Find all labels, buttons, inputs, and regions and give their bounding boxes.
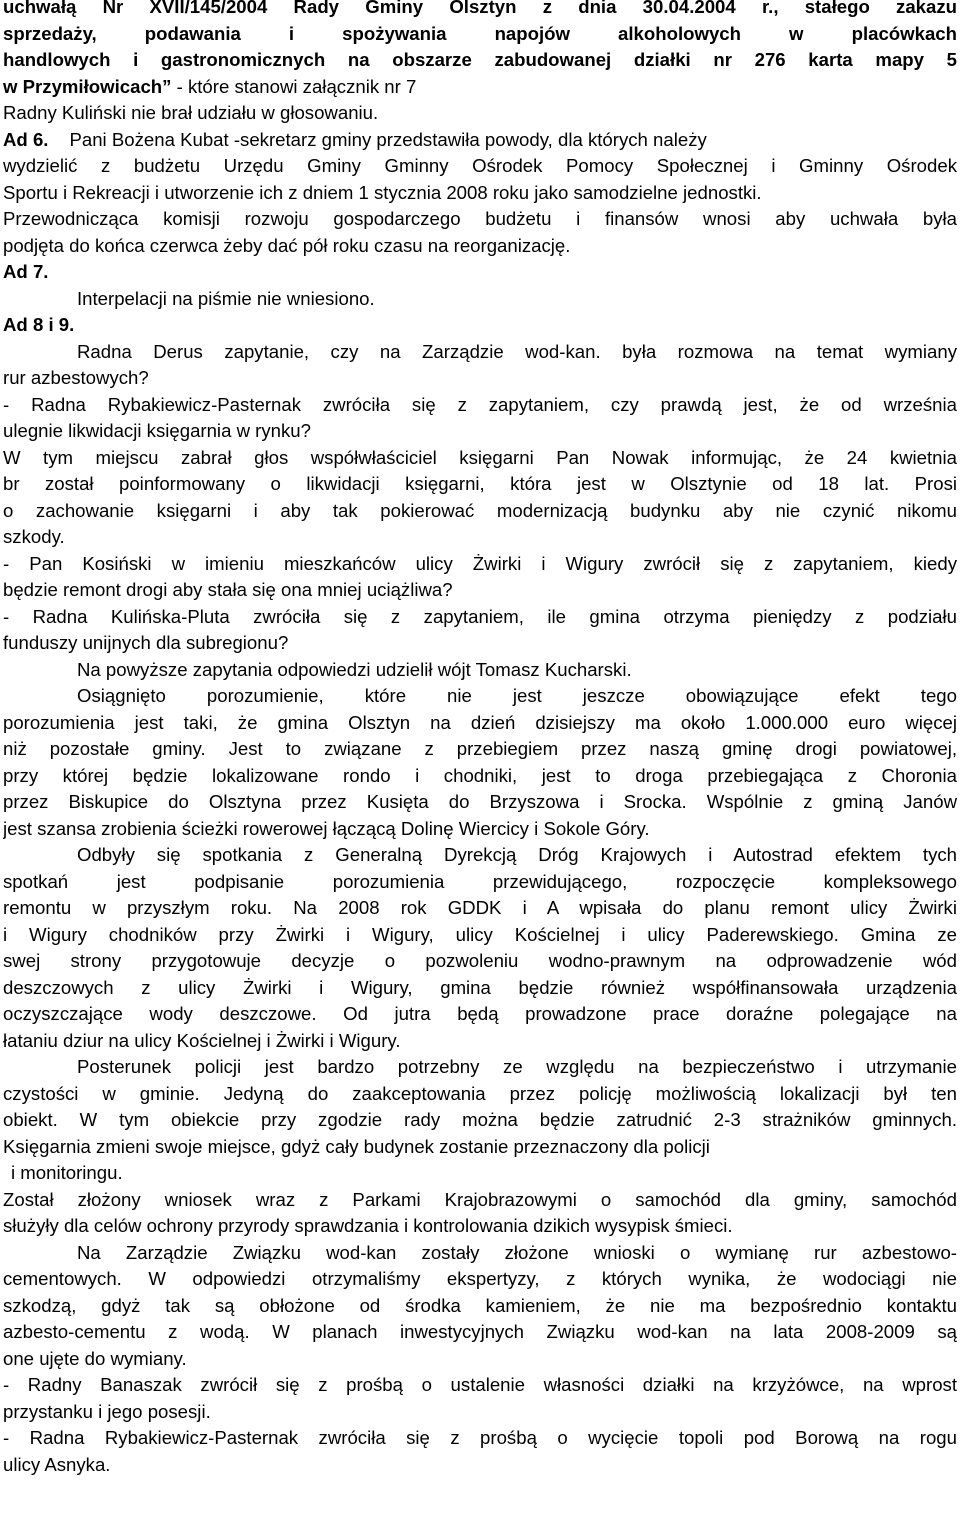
text-line: Interpelacji na piśmie nie wniesiono.: [77, 287, 375, 309]
text-line: azbesto-cementu z wodą. W planach inwestycyjnych Związku wod-kan na lata 2008-2009 są: [3, 1321, 957, 1342]
text-line: - Radna Rybakiewicz-Pasternak zwróciła się z prośbą o wycięcie topoli pod Borową na rogu: [3, 1427, 957, 1448]
text-line: porozumienia jest taki, że gmina Olsztyn na dzień dzisiejszy ma około 1.000.000 euro więcej: [3, 711, 957, 733]
text-line: br został poinformowany o likwidacji księgarni, która jest w Olsztynie od 18 lat. Prosi: [3, 473, 957, 494]
text-line: przystanku i jego posesji.: [3, 1400, 211, 1422]
text-line: Został złożony wniosek wraz z Parkami Krajobrazowymi o samochód dla gminy, samochód: [3, 1188, 957, 1210]
text-line: Księgarnia zmieni swoje miejsce, gdyż cały budynek zostanie przeznaczony dla policji: [3, 1135, 710, 1157]
text-line: Osiągnięto porozumienie, które nie jest jeszcze obowiązujące efekt tego: [77, 685, 957, 706]
section-heading-ad-7: Ad 7.: [3, 261, 49, 282]
text-line: swej strony przygotowuje decyzje o pozwoleniu wodno-prawnym na odprowadzenie wód: [3, 950, 957, 971]
text-line: wydzielić z budżetu Urzędu Gminy Gminny Ośrodek Pomocy Społecznej i Gminny Ośrodek: [3, 155, 957, 176]
text-line: Na Zarządzie Związku wod-kan zostały złożone wnioski o wymianę rur azbestowo-: [77, 1241, 957, 1263]
text-line: służyły dla celów ochrony przyrody sprawdzania i kontrolowania dzikich wysypisk śmieci.: [3, 1215, 733, 1236]
bold-text: w Przymiłowicach”: [3, 75, 172, 97]
text-line: niż pozostałe gminy. Jest to związane z przebiegiem przez naszą gminę drogi powiatowej,: [3, 738, 957, 759]
text-line: Posterunek policji jest bardzo potrzebny ze względu na bezpieczeństwo i utrzymanie: [77, 1056, 957, 1077]
text-line: [3, 74, 957, 101]
text-line: sprzedaży, podawania i spożywania napojów alkoholowych w placówkach: [3, 22, 957, 44]
text-line: W tym miejscu zabrał głos współwłaściciel księgarni Pan Nowak informując, że 24 kwietnia: [3, 446, 957, 468]
text-line: uchwałą Nr XVII/145/2004 Rady Gminy Olsztyn z dnia 30.04.2004 r., stałego zakazu: [3, 0, 957, 17]
text-line: remontu w przyszłym roku. Na 2008 rok GDDK i A wpisała do planu remont ulicy Żwirki: [3, 897, 957, 918]
text-line: o zachowanie księgarni i aby tak pokierować modernizacją budynku aby nie czynić nikomu: [3, 499, 957, 521]
text-line: one ujęte do wymiany.: [3, 1347, 187, 1369]
text-line: oczyszczające wody deszczowe. Od jutra będą prowadzone prace doraźne polegające na: [3, 1003, 957, 1024]
text-line: deszczowych z ulicy Żwirki i Wigury, gmina będzie również współfinansowała urządzenia: [3, 976, 957, 998]
text-line: Odbyły się spotkania z Generalną Dyrekcją Dróg Krajowych i Autostrad efektem tych: [77, 844, 957, 865]
text-line: i Wigury chodników przy Żwirki i Wigury, ulicy Kościelnej i ulicy Paderewskiego. Gmina ze: [3, 923, 957, 945]
text-line: spotkań jest podpisanie porozumienia przewidującego, rozpoczęcie kompleksowego: [3, 870, 957, 892]
text-line: Na powyższe zapytania odpowiedzi udzielił wójt Tomasz Kucharski.: [77, 658, 632, 680]
regular-text: - które stanowi załącznik nr 7: [171, 75, 417, 97]
text-line: jest szansa zrobienia ścieżki rowerowej łączącą Dolinę Wiercicy i Sokole Góry.: [3, 817, 650, 839]
text-line: i monitoringu.: [11, 1162, 123, 1183]
text-line: czystości w gminie. Jedyną do zaakceptowania przez policję możliwością lokalizacji był ten: [3, 1082, 957, 1104]
text-line: Radna Derus zapytanie, czy na Zarządzie wod-kan. była rozmowa na temat wymiany: [77, 340, 957, 362]
regular-text: Pani Bożena Kubat -sekretarz gminy przedstawiła powody, dla których należy: [69, 128, 707, 150]
section-heading-ad-6: Ad 6.: [3, 128, 49, 150]
text-line: cementowych. W odpowiedzi otrzymaliśmy ekspertyzy, z których wynika, że wodociągi nie: [3, 1268, 957, 1289]
text-line: będzie remont drogi aby stała się ona mniej uciążliwa?: [3, 579, 453, 600]
text-line: - Radna Kulińska-Pluta zwróciła się z zapytaniem, ile gmina otrzyma pieniędzy z podziału: [3, 605, 957, 627]
text-line: funduszy unijnych dla subregionu?: [3, 632, 289, 653]
text-line: - Radna Rybakiewicz-Pasternak zwróciła się z zapytaniem, czy prawdą jest, że od września: [3, 393, 957, 415]
text-line: łataniu dziur na ulicy Kościelnej i Żwirki i Wigury.: [3, 1029, 401, 1051]
text-line: obiekt. W tym obiekcie przy zgodzie rady można będzie zatrudnić 2-3 strażników gminnych.: [3, 1109, 957, 1130]
text-line: [3, 127, 957, 154]
text-line: szkody.: [3, 526, 65, 547]
text-line: Sportu i Rekreacji i utworzenie ich z dniem 1 stycznia 2008 roku jako samodzielne jednostki.: [3, 181, 762, 203]
text-line: rur azbestowych?: [3, 367, 149, 388]
text-line: ulicy Asnyka.: [3, 1453, 111, 1475]
text-line: szkodzą, gdyż tak są obłożone od środka kamieniem, że nie ma bezpośrednio kontaktu: [3, 1294, 957, 1316]
text-line: podjęta do końca czerwca żeby dać pół roku czasu na reorganizację.: [3, 234, 571, 256]
text-line: ulegnie likwidacji księgarnia w rynku?: [3, 420, 311, 441]
text-line: przez Biskupice do Olsztyna przez Kusięta do Brzyszowa i Srocka. Wspólnie z gminą Janów: [3, 791, 957, 812]
text-line: - Radny Banaszak zwrócił się z prośbą o ustalenie własności działki na krzyżówce, na wprost: [3, 1374, 957, 1395]
text-line: - Pan Kosiński w imieniu mieszkańców ulicy Żwirki i Wigury zwrócił się z zapytaniem, kiedy: [3, 552, 957, 574]
text-line: Przewodnicząca komisji rozwoju gospodarczego budżetu i finansów wnosi aby uchwała była: [3, 208, 957, 229]
text-line: Radny Kuliński nie brał udziału w głosowaniu.: [3, 102, 379, 123]
text-line: handlowych i gastronomicznych na obszarze zabudowanej działki nr 276 karta mapy 5: [3, 49, 957, 70]
section-heading-ad-8-9: Ad 8 i 9.: [3, 314, 75, 335]
text-line: przy której będzie lokalizowane rondo i chodniki, jest to droga przebiegająca z Choronia: [3, 764, 957, 786]
